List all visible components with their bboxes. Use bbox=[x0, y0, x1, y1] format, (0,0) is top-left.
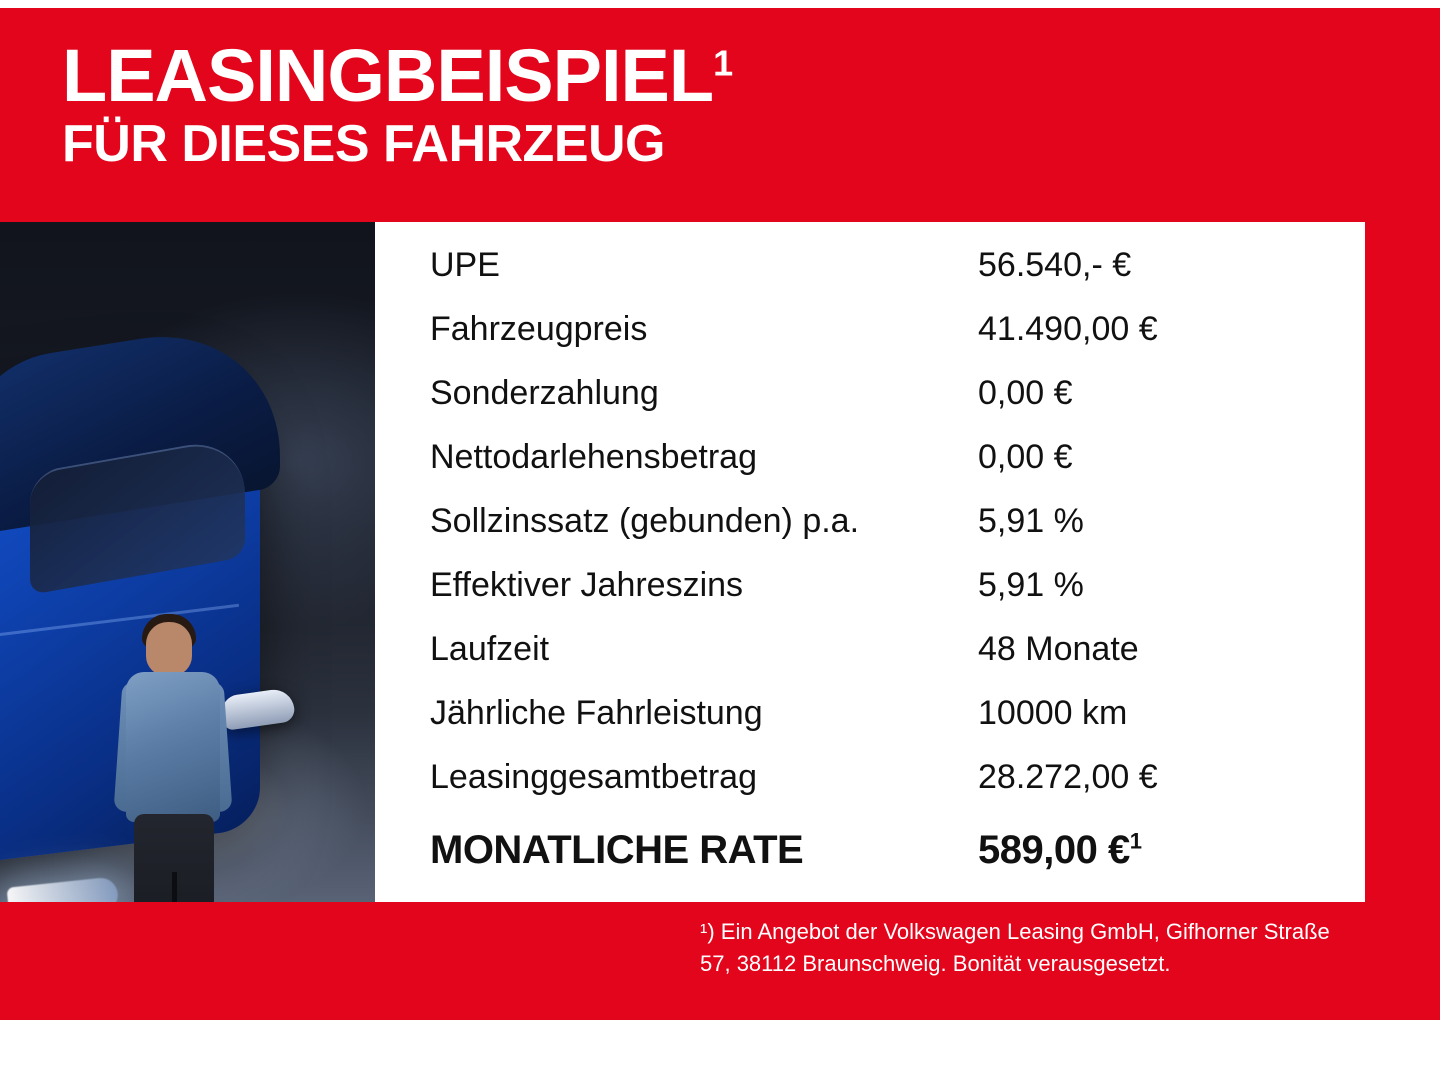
row-value: 0,00 € bbox=[978, 374, 1073, 412]
row-value: 48 Monate bbox=[978, 630, 1139, 668]
monthly-rate-amount: 589,00 € bbox=[978, 828, 1130, 872]
headline-sub: FÜR DIESES FAHRZEUG bbox=[62, 114, 665, 173]
row-label: Nettodarlehensbetrag bbox=[430, 438, 758, 476]
footnote-text: ¹) Ein Angebot der Volkswagen Leasing GmbH, Gifhorner Straße 57, 38112 Braunschweig. Bonität verausgesetzt. bbox=[700, 919, 1330, 976]
person-figure bbox=[118, 622, 248, 902]
person-leg-split bbox=[172, 872, 177, 902]
row-label: Sonderzahlung bbox=[430, 374, 659, 412]
headline-main-text: LEASINGBEISPIEL bbox=[62, 34, 714, 117]
row-label: Laufzeit bbox=[430, 630, 550, 668]
headline-footnote-marker: 1 bbox=[713, 42, 733, 84]
table-row bbox=[430, 694, 1310, 758]
row-value: 5,91 % bbox=[978, 566, 1084, 604]
leasing-details-table bbox=[430, 246, 1310, 904]
monthly-rate-label: MONATLICHE RATE bbox=[430, 828, 804, 872]
monthly-rate-value bbox=[978, 828, 1141, 873]
row-value: 56.540,- € bbox=[978, 246, 1132, 284]
table-row bbox=[430, 566, 1310, 630]
row-label: Fahrzeugpreis bbox=[430, 310, 648, 348]
table-row bbox=[430, 630, 1310, 694]
row-label: Sollzinssatz (gebunden) p.a. bbox=[430, 502, 860, 540]
headline-main bbox=[62, 34, 1262, 117]
monthly-rate-row bbox=[430, 828, 1310, 904]
headline-block bbox=[62, 34, 1262, 173]
monthly-rate-footnote-marker: 1 bbox=[1129, 828, 1142, 854]
row-label: Leasinggesamtbetrag bbox=[430, 758, 758, 796]
person-head bbox=[146, 622, 192, 676]
person-shirt bbox=[126, 672, 220, 822]
table-row bbox=[430, 246, 1310, 310]
row-label: Effektiver Jahreszins bbox=[430, 566, 744, 604]
row-value: 0,00 € bbox=[978, 438, 1073, 476]
row-value: 10000 km bbox=[978, 694, 1128, 732]
vehicle-photo bbox=[0, 222, 375, 902]
row-label: UPE bbox=[430, 246, 500, 284]
table-row bbox=[430, 310, 1310, 374]
offer-card bbox=[0, 222, 1365, 902]
table-row bbox=[430, 374, 1310, 438]
row-label: Jährliche Fahrleistung bbox=[430, 694, 763, 732]
row-value: 28.272,00 € bbox=[978, 758, 1158, 796]
table-row bbox=[430, 758, 1310, 822]
table-row bbox=[430, 438, 1310, 502]
row-value: 41.490,00 € bbox=[978, 310, 1158, 348]
row-value: 5,91 % bbox=[978, 502, 1084, 540]
table-row bbox=[430, 502, 1310, 566]
